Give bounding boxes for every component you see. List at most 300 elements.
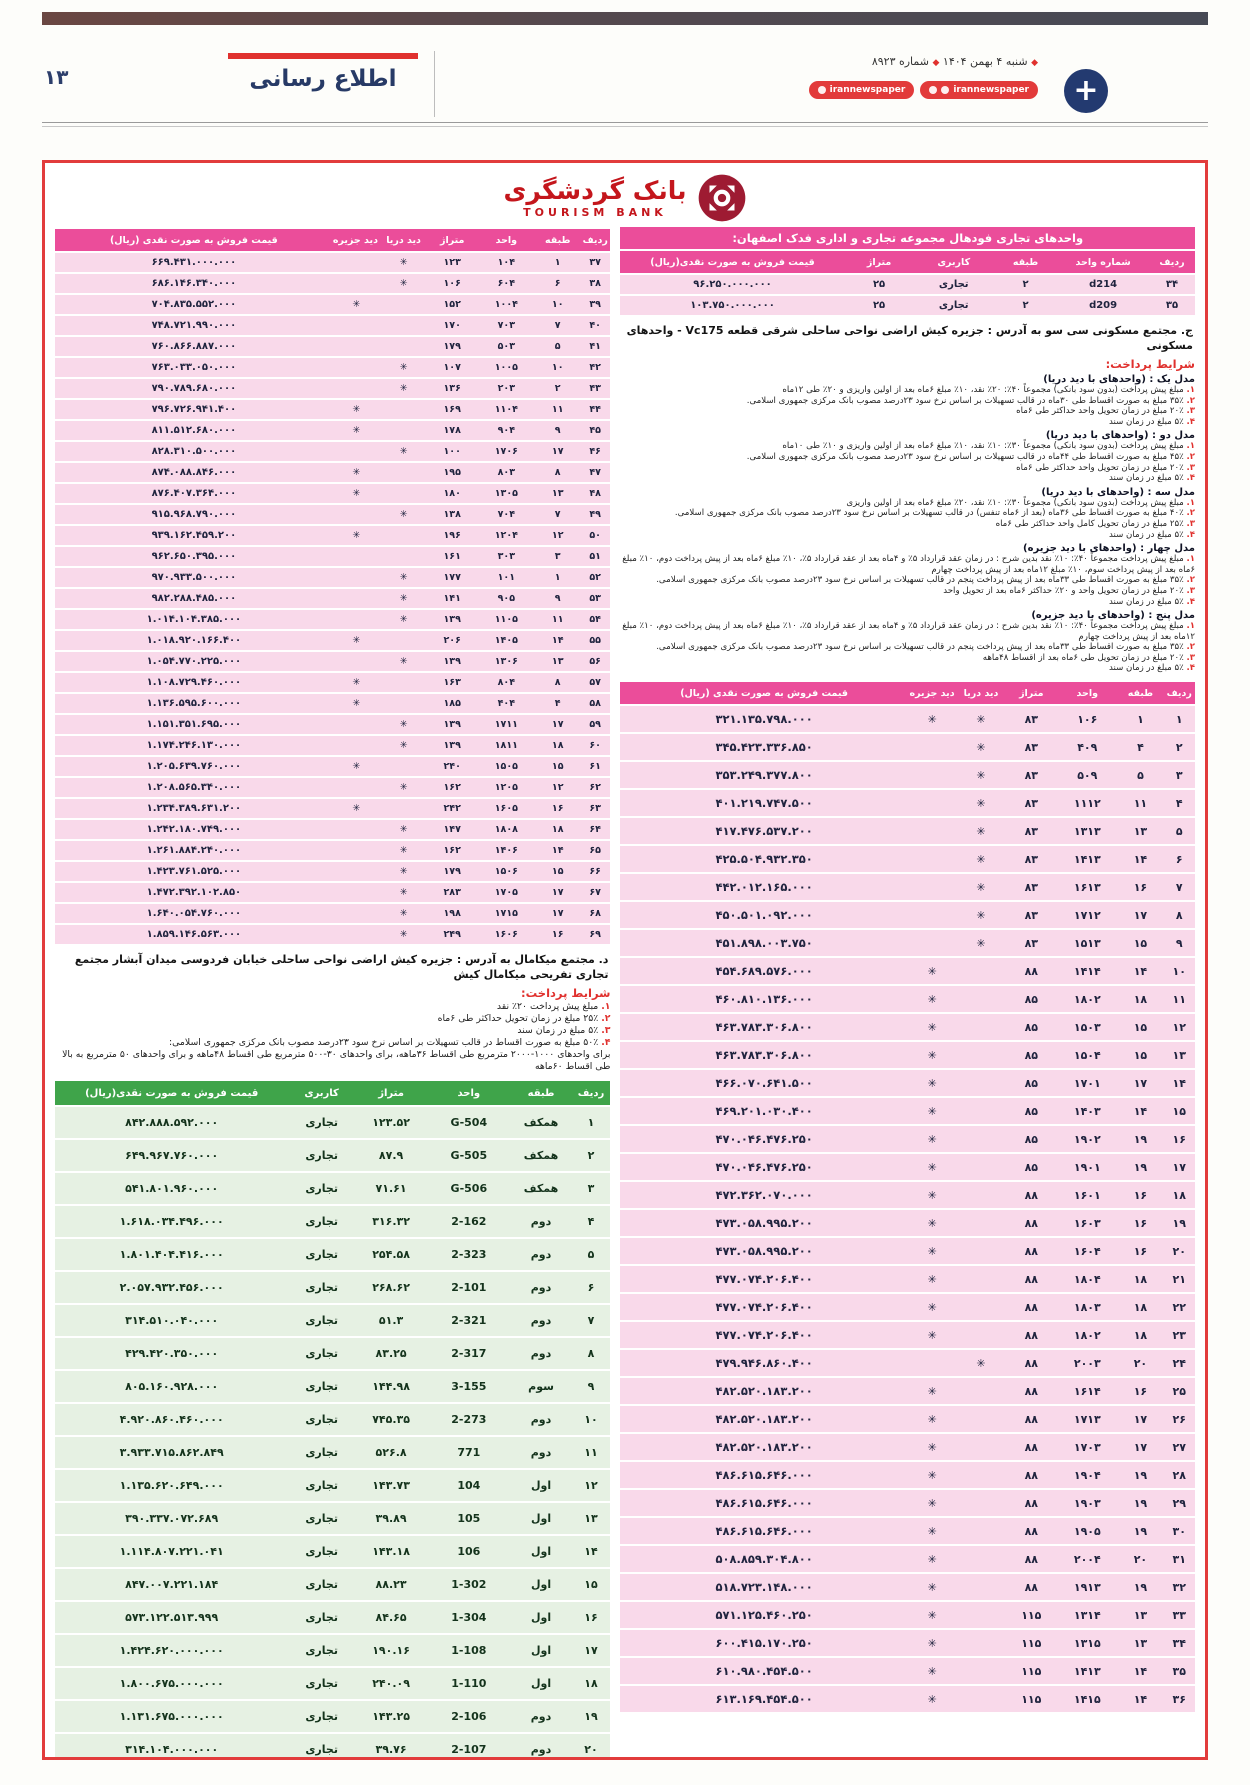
cell-floor: ۱۵ [535, 862, 579, 881]
cell-unit-no: ۱۶۰۳ [1057, 1210, 1117, 1236]
cell-price: ۱.۰۱۴.۱۰۴.۳۸۵.۰۰۰ [55, 610, 333, 629]
cell-floor: ۱۶ [1117, 1378, 1163, 1404]
cell-row-no: ۸ [1163, 902, 1195, 928]
cell-area: ۱۱۵ [1005, 1686, 1057, 1712]
cell-row-no: ۵۳ [580, 589, 611, 608]
cell-floor: ۸ [535, 463, 579, 482]
cell-unit-no: ۱۳۱۵ [1057, 1630, 1117, 1656]
cell-price: ۴۸۲.۵۲۰.۱۸۳.۲۰۰ [620, 1378, 907, 1404]
term-text: ۳۵٪ مبلغ به صورت اقساط طی ۳۳ماه بعد از پیش پرداخت پنجم در قالب تسهیلات بر اساس نرخ سود ۲۳درصد مصوب بانک مرکزی جمهوری اسلامی. [656, 642, 1184, 653]
cell-usage: تجاری [288, 1305, 355, 1336]
cell-island-view: ✳ [908, 1630, 957, 1656]
table-row [55, 736, 610, 755]
cell-unit-no: ۳۰۳ [477, 547, 535, 566]
micamal-header-row [55, 1081, 610, 1105]
cell-unit-no: ۱۳۰۵ [477, 484, 535, 503]
cell-unit-no: G-505 [427, 1140, 510, 1171]
cell-row-no: ۶۲ [580, 778, 611, 797]
units-header-row [55, 229, 610, 251]
cell-unit-no: ۱۸۱۱ [477, 736, 535, 755]
term-line [620, 385, 1195, 396]
cell-sea-view [957, 1322, 1006, 1348]
cell-unit-no: 2-101 [427, 1272, 510, 1303]
cell-sea-view: ✳ [380, 442, 427, 461]
table-row [620, 1686, 1195, 1712]
col-header: دید دریا [380, 229, 427, 251]
cell-floor: ۱۶ [535, 925, 579, 944]
cell-unit-no: ۱۸۰۳ [1057, 1294, 1117, 1320]
table-row [620, 762, 1195, 788]
cell-island-view: ✳ [908, 1266, 957, 1292]
cell-unit-no: ۱۲۰۵ [477, 778, 535, 797]
cell-sea-view: ✳ [957, 734, 1006, 760]
cell-price: ۱.۶۱۸.۰۳۴.۴۹۶.۰۰۰ [55, 1206, 288, 1237]
cell-row-no: ۳ [1163, 762, 1195, 788]
col-header: واحد [427, 1081, 510, 1105]
cell-sea-view: ✳ [380, 568, 427, 587]
cell-area: ۱۳۶ [427, 379, 477, 398]
cell-sea-view: ✳ [957, 930, 1006, 956]
cell-usage: تجاری [288, 1206, 355, 1237]
cell-price: ۷۹۰.۷۸۹.۶۸۰.۰۰۰ [55, 379, 333, 398]
cell-price: ۴۶۳.۷۸۳.۳۰۶.۸۰۰ [620, 1014, 907, 1040]
cell-row-no: ۶۴ [580, 820, 611, 839]
cell-area: ۸۸ [1005, 1406, 1057, 1432]
cell-floor: ۱۴ [1117, 958, 1163, 984]
table-row [620, 1266, 1195, 1292]
cell-price: ۸۷۶.۴۰۷.۳۶۴.۰۰۰ [55, 484, 333, 503]
term-text: مبلغ پیش پرداخت ۲۰٪ نقد [496, 1001, 599, 1012]
cell-floor: ۱۷ [1117, 1434, 1163, 1460]
cell-price: ۴۸۲.۵۲۰.۱۸۳.۲۰۰ [620, 1434, 907, 1460]
cell-row-no: ۱۷ [572, 1635, 611, 1666]
cell-island-view [333, 379, 380, 398]
cell-sea-view [380, 295, 427, 314]
cell-floor: ۱۹ [1117, 1574, 1163, 1600]
term-number: ۳. [601, 1025, 611, 1036]
social-badge [920, 81, 1038, 99]
cell-floor: ۱۴ [535, 631, 579, 650]
cell-sea-view [957, 1098, 1006, 1124]
cell-island-view: ✳ [908, 1014, 957, 1040]
col-header: متراژ [427, 229, 477, 251]
cell-island-view: ✳ [333, 757, 380, 776]
cell-island-view: ✳ [333, 673, 380, 692]
cell-price: ۷۰۴.۸۳۵.۵۵۲.۰۰۰ [55, 295, 333, 314]
table-row [55, 757, 610, 776]
cell-price: ۸۴۲.۸۸۸.۵۹۲.۰۰۰ [55, 1107, 288, 1138]
cell-island-view: ✳ [333, 694, 380, 713]
social-handle: irannewspaper [953, 85, 1029, 95]
table-row [55, 841, 610, 860]
col-header: دید جزیره [908, 682, 957, 704]
cell-island-view: ✳ [908, 1182, 957, 1208]
cell-area: ۱۶۲ [427, 778, 477, 797]
cell-island-view [333, 610, 380, 629]
cell-sea-view: ✳ [380, 652, 427, 671]
cell-area: ۸۵ [1005, 1098, 1057, 1124]
cell-row-no: ۱۱ [1163, 986, 1195, 1012]
cell-island-view: ✳ [908, 1322, 957, 1348]
cell-price: ۴۱۷.۴۷۶.۵۳۷.۲۰۰ [620, 818, 907, 844]
cell-area: ۸۴.۶۵ [355, 1602, 427, 1633]
cell-floor: ۲۰ [1117, 1546, 1163, 1572]
cell-row-no: ۵۹ [580, 715, 611, 734]
term-text: ۵٪ مبلغ در زمان سند [517, 1025, 599, 1036]
cell-price: ۵۷۱.۱۲۵.۴۶۰.۲۵۰ [620, 1602, 907, 1628]
term-text: ۵٪ مبلغ در زمان سند [1109, 416, 1184, 427]
cell-floor: ۱۰ [535, 295, 579, 314]
table-row [55, 1470, 610, 1501]
term-number: ۱. [1186, 385, 1195, 395]
table-row [55, 1371, 610, 1402]
cell-floor: اول [510, 1503, 571, 1534]
table-row [620, 902, 1195, 928]
cell-price: ۴۷۳.۰۵۸.۹۹۵.۲۰۰ [620, 1238, 907, 1264]
col-header: قیمت فروش به صورت نقدی(ریال) [55, 1081, 288, 1105]
term-number: ۴. [1186, 416, 1195, 427]
section-title: اطلاع رسانی [249, 66, 397, 92]
cell-price: ۸۷۴.۰۸۸.۸۴۶.۰۰۰ [55, 463, 333, 482]
cell-floor: دوم [510, 1404, 571, 1435]
cell-sea-view [957, 1686, 1006, 1712]
table-row [55, 295, 610, 314]
cell-area: ۸۸ [1005, 1490, 1057, 1516]
term-line [620, 519, 1195, 530]
cell-island-view [333, 925, 380, 944]
sisu-units-table-right [620, 680, 1195, 1714]
table-row [55, 652, 610, 671]
cell-floor: ۲ [994, 275, 1057, 294]
cell-unit-no: d214 [1057, 275, 1149, 294]
cell-unit-no: 2-106 [427, 1701, 510, 1732]
cell-price: ۴۵۰.۵۰۱.۰۹۲.۰۰۰ [620, 902, 907, 928]
cell-island-view [333, 358, 380, 377]
cell-row-no: ۳۴ [1149, 275, 1195, 294]
cell-price: ۱.۴۲۴.۶۲۰.۰۰۰.۰۰۰ [55, 1635, 288, 1666]
cell-row-no: ۱۱ [572, 1437, 611, 1468]
cell-sea-view [380, 400, 427, 419]
cell-row-no: ۵ [572, 1239, 611, 1270]
cell-island-view: ✳ [333, 421, 380, 440]
social-icon [941, 86, 949, 94]
cell-island-view [908, 762, 957, 788]
cell-floor: ۱۶ [1117, 874, 1163, 900]
cell-area: ۱۹۶ [427, 526, 477, 545]
cell-area: ۲۰۶ [427, 631, 477, 650]
cell-unit-no: 3-155 [427, 1371, 510, 1402]
cell-floor: ۱۱ [535, 610, 579, 629]
cell-floor: ۱۳ [1117, 1630, 1163, 1656]
term-line [55, 1025, 610, 1037]
term-number: ۳. [1186, 462, 1195, 473]
col-header: طبقه [510, 1081, 571, 1105]
cell-floor: ۱۸ [1117, 1266, 1163, 1292]
term-number: ۲. [1186, 575, 1195, 586]
term-line [620, 406, 1195, 417]
cell-island-view [333, 568, 380, 587]
term-text: ۵٪ مبلغ در زمان سند [1109, 596, 1184, 607]
page-header [42, 25, 1208, 131]
cell-area: ۸۳ [1005, 818, 1057, 844]
cell-floor: ۱۰ [535, 358, 579, 377]
cell-island-view: ✳ [333, 484, 380, 503]
cell-island-view: ✳ [908, 1434, 957, 1460]
term-line [55, 1013, 610, 1025]
cell-row-no: ۲۶ [1163, 1406, 1195, 1432]
cell-unit-no: ۱۶۰۵ [477, 799, 535, 818]
cell-area: ۸۸.۲۳ [355, 1569, 427, 1600]
cell-unit-no: ۱۶۱۴ [1057, 1378, 1117, 1404]
table-row [620, 1154, 1195, 1180]
cell-unit-no: ۱۴۰۶ [477, 841, 535, 860]
cell-unit-no: 1-108 [427, 1635, 510, 1666]
cell-unit-no: ۱۷۱۱ [477, 715, 535, 734]
table-row [55, 1107, 610, 1138]
cell-island-view: ✳ [908, 1126, 957, 1152]
cell-island-view [333, 883, 380, 902]
cell-price: ۱.۲۳۴.۳۸۹.۶۳۱.۲۰۰ [55, 799, 333, 818]
term-number: ۱. [1186, 497, 1195, 508]
cell-area: ۳۹.۷۶ [355, 1734, 427, 1760]
cell-area: ۸۳ [1005, 790, 1057, 816]
term-number: ۳. [1186, 518, 1195, 529]
cell-floor: ۱۴ [535, 841, 579, 860]
cell-area: ۱۳۹ [427, 736, 477, 755]
cell-area: ۸۳ [1005, 874, 1057, 900]
cell-price: ۳۵۳.۲۴۹.۳۷۷.۸۰۰ [620, 762, 907, 788]
cell-unit-no: ۱۵۰۴ [1057, 1042, 1117, 1068]
cell-usage: تجاری [288, 1272, 355, 1303]
cell-price: ۴۵۴.۶۸۹.۵۷۶.۰۰۰ [620, 958, 907, 984]
cell-sea-view: ✳ [380, 610, 427, 629]
cell-island-view: ✳ [908, 1658, 957, 1684]
cell-sea-view [957, 1406, 1006, 1432]
cell-price: ۴۸۶.۶۱۵.۶۴۶.۰۰۰ [620, 1518, 907, 1544]
cell-price: ۶۶۹.۴۳۱.۰۰۰.۰۰۰ [55, 253, 333, 272]
cell-floor: ۹ [535, 421, 579, 440]
units-header-row [620, 682, 1195, 704]
term-number: ۴. [1186, 663, 1195, 674]
cell-floor: ۱۹ [1117, 1126, 1163, 1152]
term-line [620, 597, 1195, 608]
cell-unit-no: ۱۳۱۳ [1057, 818, 1117, 844]
cell-unit-no: ۲۰۰۳ [1057, 1350, 1117, 1376]
cell-unit-no: ۱۷۱۳ [1057, 1406, 1117, 1432]
social-icon [929, 86, 937, 94]
cell-floor: دوم [510, 1734, 571, 1760]
cell-floor: اول [510, 1668, 571, 1699]
cell-row-no: ۹ [1163, 930, 1195, 956]
cell-area: ۷۱.۶۱ [355, 1173, 427, 1204]
tourism-bank-ad [42, 160, 1208, 1760]
cell-island-view: ✳ [333, 526, 380, 545]
cell-floor: ۷ [535, 316, 579, 335]
cell-price: ۴۷۰.۰۴۶.۴۷۶.۲۵۰ [620, 1154, 907, 1180]
cell-floor: ۱۲ [535, 526, 579, 545]
cell-floor: ۱۳ [1117, 818, 1163, 844]
cell-unit-no: ۱۰۴ [477, 253, 535, 272]
cell-row-no: ۳۲ [1163, 1574, 1195, 1600]
table-row [55, 589, 610, 608]
cell-row-no: ۴۸ [580, 484, 611, 503]
cell-unit-no: ۱۴۱۵ [1057, 1686, 1117, 1712]
table-row [55, 484, 610, 503]
col-header: متراژ [1005, 682, 1057, 704]
header-rule [42, 122, 1208, 123]
cell-row-no: ۱۹ [572, 1701, 611, 1732]
section-title-block [228, 53, 418, 92]
cell-unit-no: ۱۰۱ [477, 568, 535, 587]
cell-price: ۴۸۶.۶۱۵.۶۴۶.۰۰۰ [620, 1490, 907, 1516]
cell-area: ۸۳.۲۵ [355, 1338, 427, 1369]
cell-floor: ۱۴ [1117, 846, 1163, 872]
cell-usage: تجاری [288, 1437, 355, 1468]
cell-floor: سوم [510, 1371, 571, 1402]
cell-row-no: ۷ [1163, 874, 1195, 900]
cell-row-no: ۴۴ [580, 400, 611, 419]
cell-row-no: ۴ [572, 1206, 611, 1237]
cell-island-view: ✳ [908, 1378, 957, 1404]
cell-price: ۴۶۹.۲۰۱.۰۳۰.۴۰۰ [620, 1098, 907, 1124]
cell-row-no: ۳۴ [1163, 1630, 1195, 1656]
cell-floor: اول [510, 1602, 571, 1633]
cell-unit-no: ۸۰۴ [477, 673, 535, 692]
term-text: ۵٪ مبلغ در زمان سند [1109, 663, 1184, 674]
cell-unit-no: 106 [427, 1536, 510, 1567]
table-row [620, 1322, 1195, 1348]
cell-price: ۱.۱۰۸.۷۲۹.۴۶۰.۰۰۰ [55, 673, 333, 692]
cell-price: ۹۷۰.۹۳۳.۵۰۰.۰۰۰ [55, 568, 333, 587]
cell-price: ۷۶۰.۸۶۶.۸۸۷.۰۰۰ [55, 337, 333, 356]
cell-unit-no: ۶۰۴ [477, 274, 535, 293]
cell-usage: تجاری [288, 1668, 355, 1699]
table-row [55, 463, 610, 482]
table-row [620, 1518, 1195, 1544]
cell-floor: ۱۵ [1117, 1042, 1163, 1068]
issue-text: شماره ۸۹۲۳ [871, 55, 929, 68]
cell-price: ۱.۱۵۱.۳۵۱.۶۹۵.۰۰۰ [55, 715, 333, 734]
table-row [55, 547, 610, 566]
cell-area: ۸۸ [1005, 1546, 1057, 1572]
table-row [55, 1140, 610, 1171]
cell-price: ۱.۱۳۱.۶۷۵.۰۰۰.۰۰۰ [55, 1701, 288, 1732]
cell-price: ۱.۲۰۵.۶۳۹.۷۶۰.۰۰۰ [55, 757, 333, 776]
term-line [620, 653, 1195, 664]
term-number: ۱. [1186, 441, 1195, 452]
cell-area: ۸۸ [1005, 1574, 1057, 1600]
cell-usage: تجاری [288, 1602, 355, 1633]
cell-sea-view [957, 1490, 1006, 1516]
cell-sea-view [380, 631, 427, 650]
cell-floor: همکف [510, 1173, 571, 1204]
cell-area: ۸۸ [1005, 1434, 1057, 1460]
cell-island-view [908, 1350, 957, 1376]
cell-area: ۱۴۳.۲۵ [355, 1701, 427, 1732]
term-line [620, 554, 1195, 575]
cell-row-no: ۱۵ [1163, 1098, 1195, 1124]
cell-price: ۴۸۲.۵۲۰.۱۸۳.۲۰۰ [620, 1406, 907, 1432]
term-number: ۲. [1186, 451, 1195, 462]
cell-area: ۱۴۱ [427, 589, 477, 608]
cell-sea-view: ✳ [380, 505, 427, 524]
cell-floor: ۲۰ [1117, 1350, 1163, 1376]
table-row [55, 883, 610, 902]
micamal-note: برای واحدهای ۱۰۰۰-۲۰۰۰ مترمربع طی اقساط ۳۶ماهه، برای واحدهای ۳۰-۵۰۰ مترمربع طی اقساط ۴۸ماهه و برای واحدهای ۵۰ مترمربع به بالا طی اقساط ۶۰ماهه [62, 1049, 611, 1072]
cell-floor: ۸ [535, 673, 579, 692]
cell-row-no: ۳۶ [1163, 1686, 1195, 1712]
cell-unit-no: ۱۵۰۶ [477, 862, 535, 881]
cell-price: ۴۶۰.۸۱۰.۱۳۶.۰۰۰ [620, 986, 907, 1012]
table-row [620, 706, 1195, 732]
diamond-icon: ◆ [1031, 58, 1038, 68]
model-title: مدل دو : (واحدهای با دید دریا) [1045, 430, 1195, 442]
cell-island-view [333, 841, 380, 860]
cell-floor: ۹ [535, 589, 579, 608]
cell-area: ۸۸ [1005, 958, 1057, 984]
cell-price: ۳۲۱.۱۳۵.۷۹۸.۰۰۰ [620, 706, 907, 732]
cell-area: ۲۴۹ [427, 925, 477, 944]
cell-area: ۲۴۰ [427, 757, 477, 776]
cell-price: ۴۷۷.۰۷۴.۲۰۶.۴۰۰ [620, 1294, 907, 1320]
table-row [55, 631, 610, 650]
cell-unit-no: ۱۱۱۲ [1057, 790, 1117, 816]
col-header: قیمت فروش به صورت نقدی(ریال) [620, 251, 844, 273]
cell-area: ۸۸ [1005, 1266, 1057, 1292]
cell-unit-no: ۱۸۰۸ [477, 820, 535, 839]
social-handle: irannewspaper [829, 85, 906, 95]
cell-island-view: ✳ [908, 1070, 957, 1096]
cell-sea-view [957, 1210, 1006, 1236]
cell-area: ۲۶۸.۶۲ [355, 1272, 427, 1303]
cell-price: ۶۰۰.۴۱۵.۱۷۰.۲۵۰ [620, 1630, 907, 1656]
cell-usage: تجاری [288, 1503, 355, 1534]
table-row [55, 421, 610, 440]
term-text: ۵٪ مبلغ در زمان سند [1109, 473, 1184, 484]
cell-area: ۱۶۳ [427, 673, 477, 692]
cell-price: ۴۵۱.۸۹۸.۰۰۳.۷۵۰ [620, 930, 907, 956]
cell-unit-no: ۱۱۰۴ [477, 400, 535, 419]
cell-price: ۷۶۳.۰۳۳.۰۵۰.۰۰۰ [55, 358, 333, 377]
cell-usage: تجاری [288, 1140, 355, 1171]
cell-sea-view [380, 316, 427, 335]
cell-row-no: ۱ [572, 1107, 611, 1138]
cell-row-no: ۴ [1163, 790, 1195, 816]
cell-floor: ۱۹ [1117, 1462, 1163, 1488]
cell-floor: ۱۵ [535, 757, 579, 776]
cell-unit-no: G-506 [427, 1173, 510, 1204]
cell-row-no: ۲۴ [1163, 1350, 1195, 1376]
cell-row-no: ۴۷ [580, 463, 611, 482]
cell-price: ۹۶۲.۶۵۰.۳۹۵.۰۰۰ [55, 547, 333, 566]
cell-island-view [333, 337, 380, 356]
cell-floor: ۱۸ [1117, 1322, 1163, 1348]
table-row [55, 862, 610, 881]
cell-unit-no: ۱۹۰۲ [1057, 1126, 1117, 1152]
cell-island-view [333, 505, 380, 524]
term-text: مبلغ پیش پرداخت (بدون سود بانکی) مجموعاً ۳۰٪: ۱۰٪ نقد، ۱۰٪ مبلغ ۶ماه بعد از اولین واریزی و ۱۰٪ طی ۱۰ماه [782, 441, 1184, 452]
cell-area: ۲۵۴.۵۸ [355, 1239, 427, 1270]
cell-unit-no: ۱۲۰۴ [477, 526, 535, 545]
table-row [55, 904, 610, 923]
cell-floor: ۱۵ [1117, 930, 1163, 956]
payment-model [620, 543, 1195, 607]
cell-sea-view [380, 526, 427, 545]
term-text: ۲۰٪ مبلغ در زمان تحویل واحد حداکثر طی ۶ماه [1016, 462, 1184, 473]
cell-floor: ۱۹ [1117, 1518, 1163, 1544]
table-row [55, 925, 610, 944]
table-row [55, 1536, 610, 1567]
